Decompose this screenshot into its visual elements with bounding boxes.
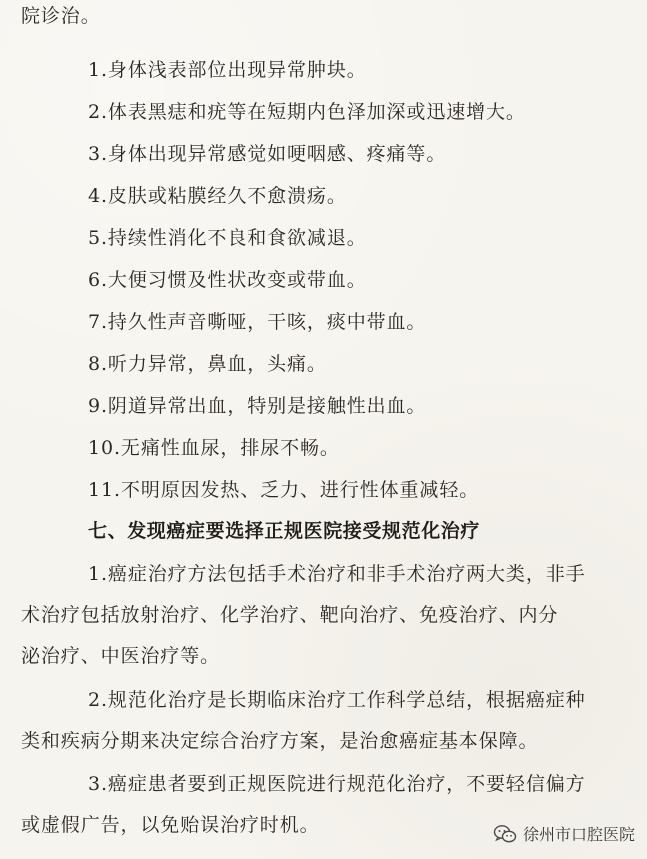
section-heading: 七、发现癌症要选择正规医院接受规范化治疗 xyxy=(88,520,481,542)
paragraph-line: 或虚假广告，以免贻误治疗时机。 xyxy=(21,814,320,836)
watermark-text: 徐州市口腔医院 xyxy=(522,825,635,844)
list-item: 6.大便习惯及性状改变或带血。 xyxy=(88,269,367,291)
paragraph-line: 术治疗包括放射治疗、化学治疗、靶向治疗、免疫治疗、内分 xyxy=(21,604,559,626)
list-item: 5.持续性消化不良和食欲减退。 xyxy=(88,227,367,249)
paragraph-line: 1.癌症治疗方法包括手术治疗和非手术治疗两大类，非手 xyxy=(88,563,586,585)
paragraph-line: 3.癌症患者要到正规医院进行规范化治疗，不要轻信偏方 xyxy=(88,773,586,795)
continuation-line: 院诊治。 xyxy=(21,5,101,27)
list-item: 1.身体浅表部位出现异常肿块。 xyxy=(88,59,367,81)
list-item: 11.不明原因发热、乏力、进行性体重减轻。 xyxy=(88,479,480,501)
list-item: 9.阴道异常出血，特别是接触性出血。 xyxy=(88,395,427,417)
paragraph-line: 泌治疗、中医治疗等。 xyxy=(21,645,221,667)
list-item: 7.持久性声音嘶哑，干咳，痰中带血。 xyxy=(88,311,427,333)
paragraph-line: 类和疾病分期来决定综合治疗方案，是治愈癌症基本保障。 xyxy=(21,730,539,752)
list-item: 4.皮肤或粘膜经久不愈溃疡。 xyxy=(88,185,347,207)
list-item: 2.体表黑痣和疣等在短期内色泽加深或迅速增大。 xyxy=(88,101,526,123)
list-item: 8.听力异常，鼻血，头痛。 xyxy=(88,353,327,375)
paragraph-line: 2.规范化治疗是长期临床治疗工作科学总结，根据癌症种 xyxy=(88,689,586,711)
list-item: 10.无痛性血尿，排尿不畅。 xyxy=(88,437,340,459)
wechat-icon xyxy=(493,824,517,844)
list-item: 3.身体出现异常感觉如哽咽感、疼痛等。 xyxy=(88,143,447,165)
watermark xyxy=(493,822,635,845)
